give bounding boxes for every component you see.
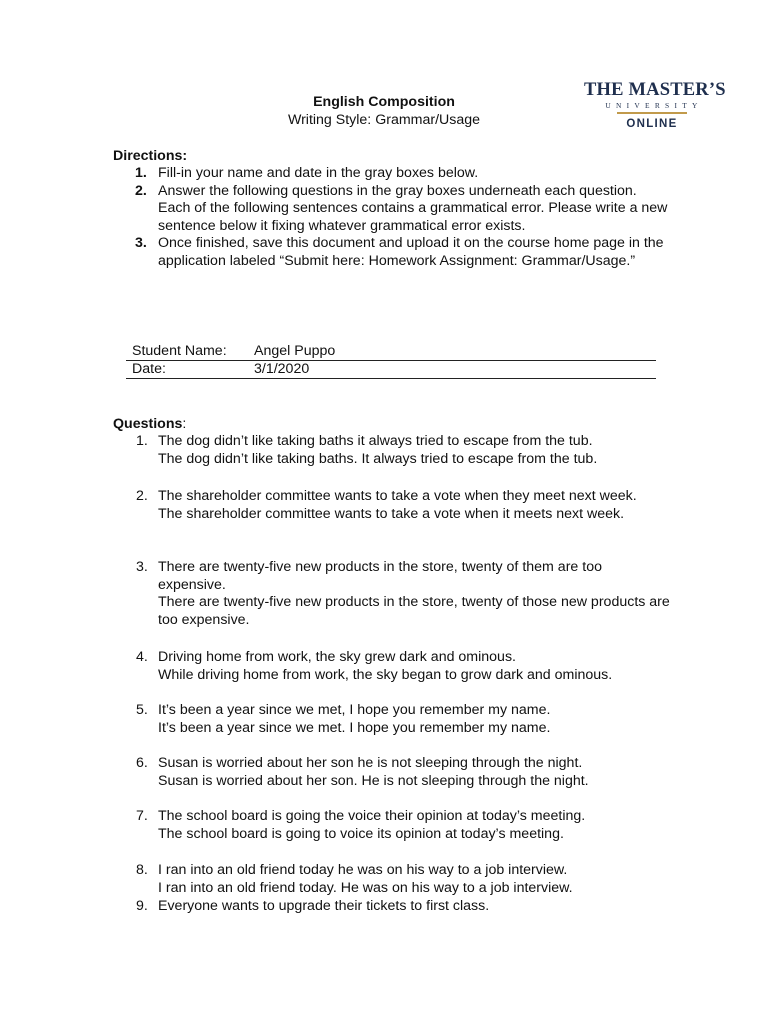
question-answer[interactable]: I ran into an old friend today. He was on his way to a job interview. [158,879,573,896]
question-number: 9. [136,898,148,914]
question-original: The school board is going the voice their opinion at today’s meeting. [158,808,586,824]
question-answer[interactable]: The school board is going to voice its opinion at today’s meeting. [158,825,564,842]
date-row [126,361,656,379]
question-answer[interactable]: There are twenty-five new products in the store, twenty of those new products are too expensive. [158,594,670,628]
directions-list [113,165,673,271]
logo-university-text: UNIVERSITY [605,101,703,110]
student-info-table [126,343,656,379]
direction-text: Fill-in your name and date in the gray boxes below. [158,165,479,181]
question-answer[interactable]: The dog didn’t like taking baths. It always tried to escape from the tub. [158,450,598,467]
question-original: The dog didn’t like taking baths it always tried to escape from the tub. [158,433,593,449]
student-name-field[interactable]: Angel Puppo [254,343,336,359]
question-number: 1. [136,433,148,449]
question-item [113,808,673,843]
question-body [158,898,673,916]
direction-item [113,165,673,183]
question-original: Susan is worried about her son he is not sleeping through the night. [158,755,583,771]
direction-item [113,183,673,236]
question-number: 7. [136,808,148,824]
direction-text: Answer the following questions in the gray boxes underneath each question. Each of the following sentences contains a grammatical error. Please write a new sentence below it fixing whatever grammatical error exists. [158,182,668,234]
question-body [158,559,673,629]
question-item [113,559,673,629]
question-body [158,433,673,468]
question-original: It’s been a year since we met, I hope you remember my name. [158,702,551,718]
question-item [113,649,673,684]
question-item [113,862,673,897]
question-original: There are twenty-five new products in the store, twenty of them are too expensive. [158,559,602,593]
question-item [113,702,673,737]
question-answer[interactable]: Susan is worried about her son. He is not sleeping through the night. [158,772,589,789]
question-number: 5. [136,702,148,718]
direction-number: 1. [135,165,147,181]
question-number: 6. [136,755,148,771]
question-body [158,808,673,843]
date-field[interactable]: 3/1/2020 [254,361,310,377]
question-number: 8. [136,862,148,878]
question-original: The shareholder committee wants to take a vote when they meet next week. [158,488,637,504]
questions-heading [113,416,186,434]
date-label: Date: [132,361,166,377]
questions-heading-colon: : [182,416,187,432]
direction-text: Once finished, save this document and upload it on the course home page in the application labeled “Submit here: Homework Assignment: Grammar/Usage.” [158,235,664,269]
question-number: 3. [136,559,148,575]
question-number: 2. [136,488,148,504]
question-original: I ran into an old friend today he was on his way to a job interview. [158,862,568,878]
question-item [113,433,673,468]
question-answer[interactable]: The shareholder committee wants to take a vote when it meets next week. [158,505,625,522]
question-body [158,702,673,737]
question-body [158,755,673,790]
student-name-row [126,343,656,361]
student-name-label: Student Name: [132,343,227,359]
question-item [113,488,673,523]
document-subtitle: Writing Style: Grammar/Usage [287,112,481,128]
question-answer[interactable]: It’s been a year since we met. I hope you remember my name. [158,719,551,736]
questions-heading-text: Questions [113,416,183,432]
direction-item [113,235,673,270]
question-item [113,755,673,790]
logo-online-text: ONLINE [626,118,678,130]
directions-heading: Directions: [113,148,188,164]
question-answer[interactable]: While driving home from work, the sky began to grow dark and ominous. [158,666,613,683]
question-original: Everyone wants to upgrade their tickets to first class. [158,898,490,914]
question-body [158,649,673,684]
question-item [113,898,673,916]
direction-number: 3. [135,235,147,252]
question-number: 4. [136,649,148,665]
question-body [158,488,673,523]
logo-wordmark: THE MASTER’S [584,80,726,100]
direction-number: 2. [135,182,147,199]
question-original: Driving home from work, the sky grew dark and ominous. [158,649,516,665]
document-title: English Composition [313,94,455,110]
question-body [158,862,673,897]
